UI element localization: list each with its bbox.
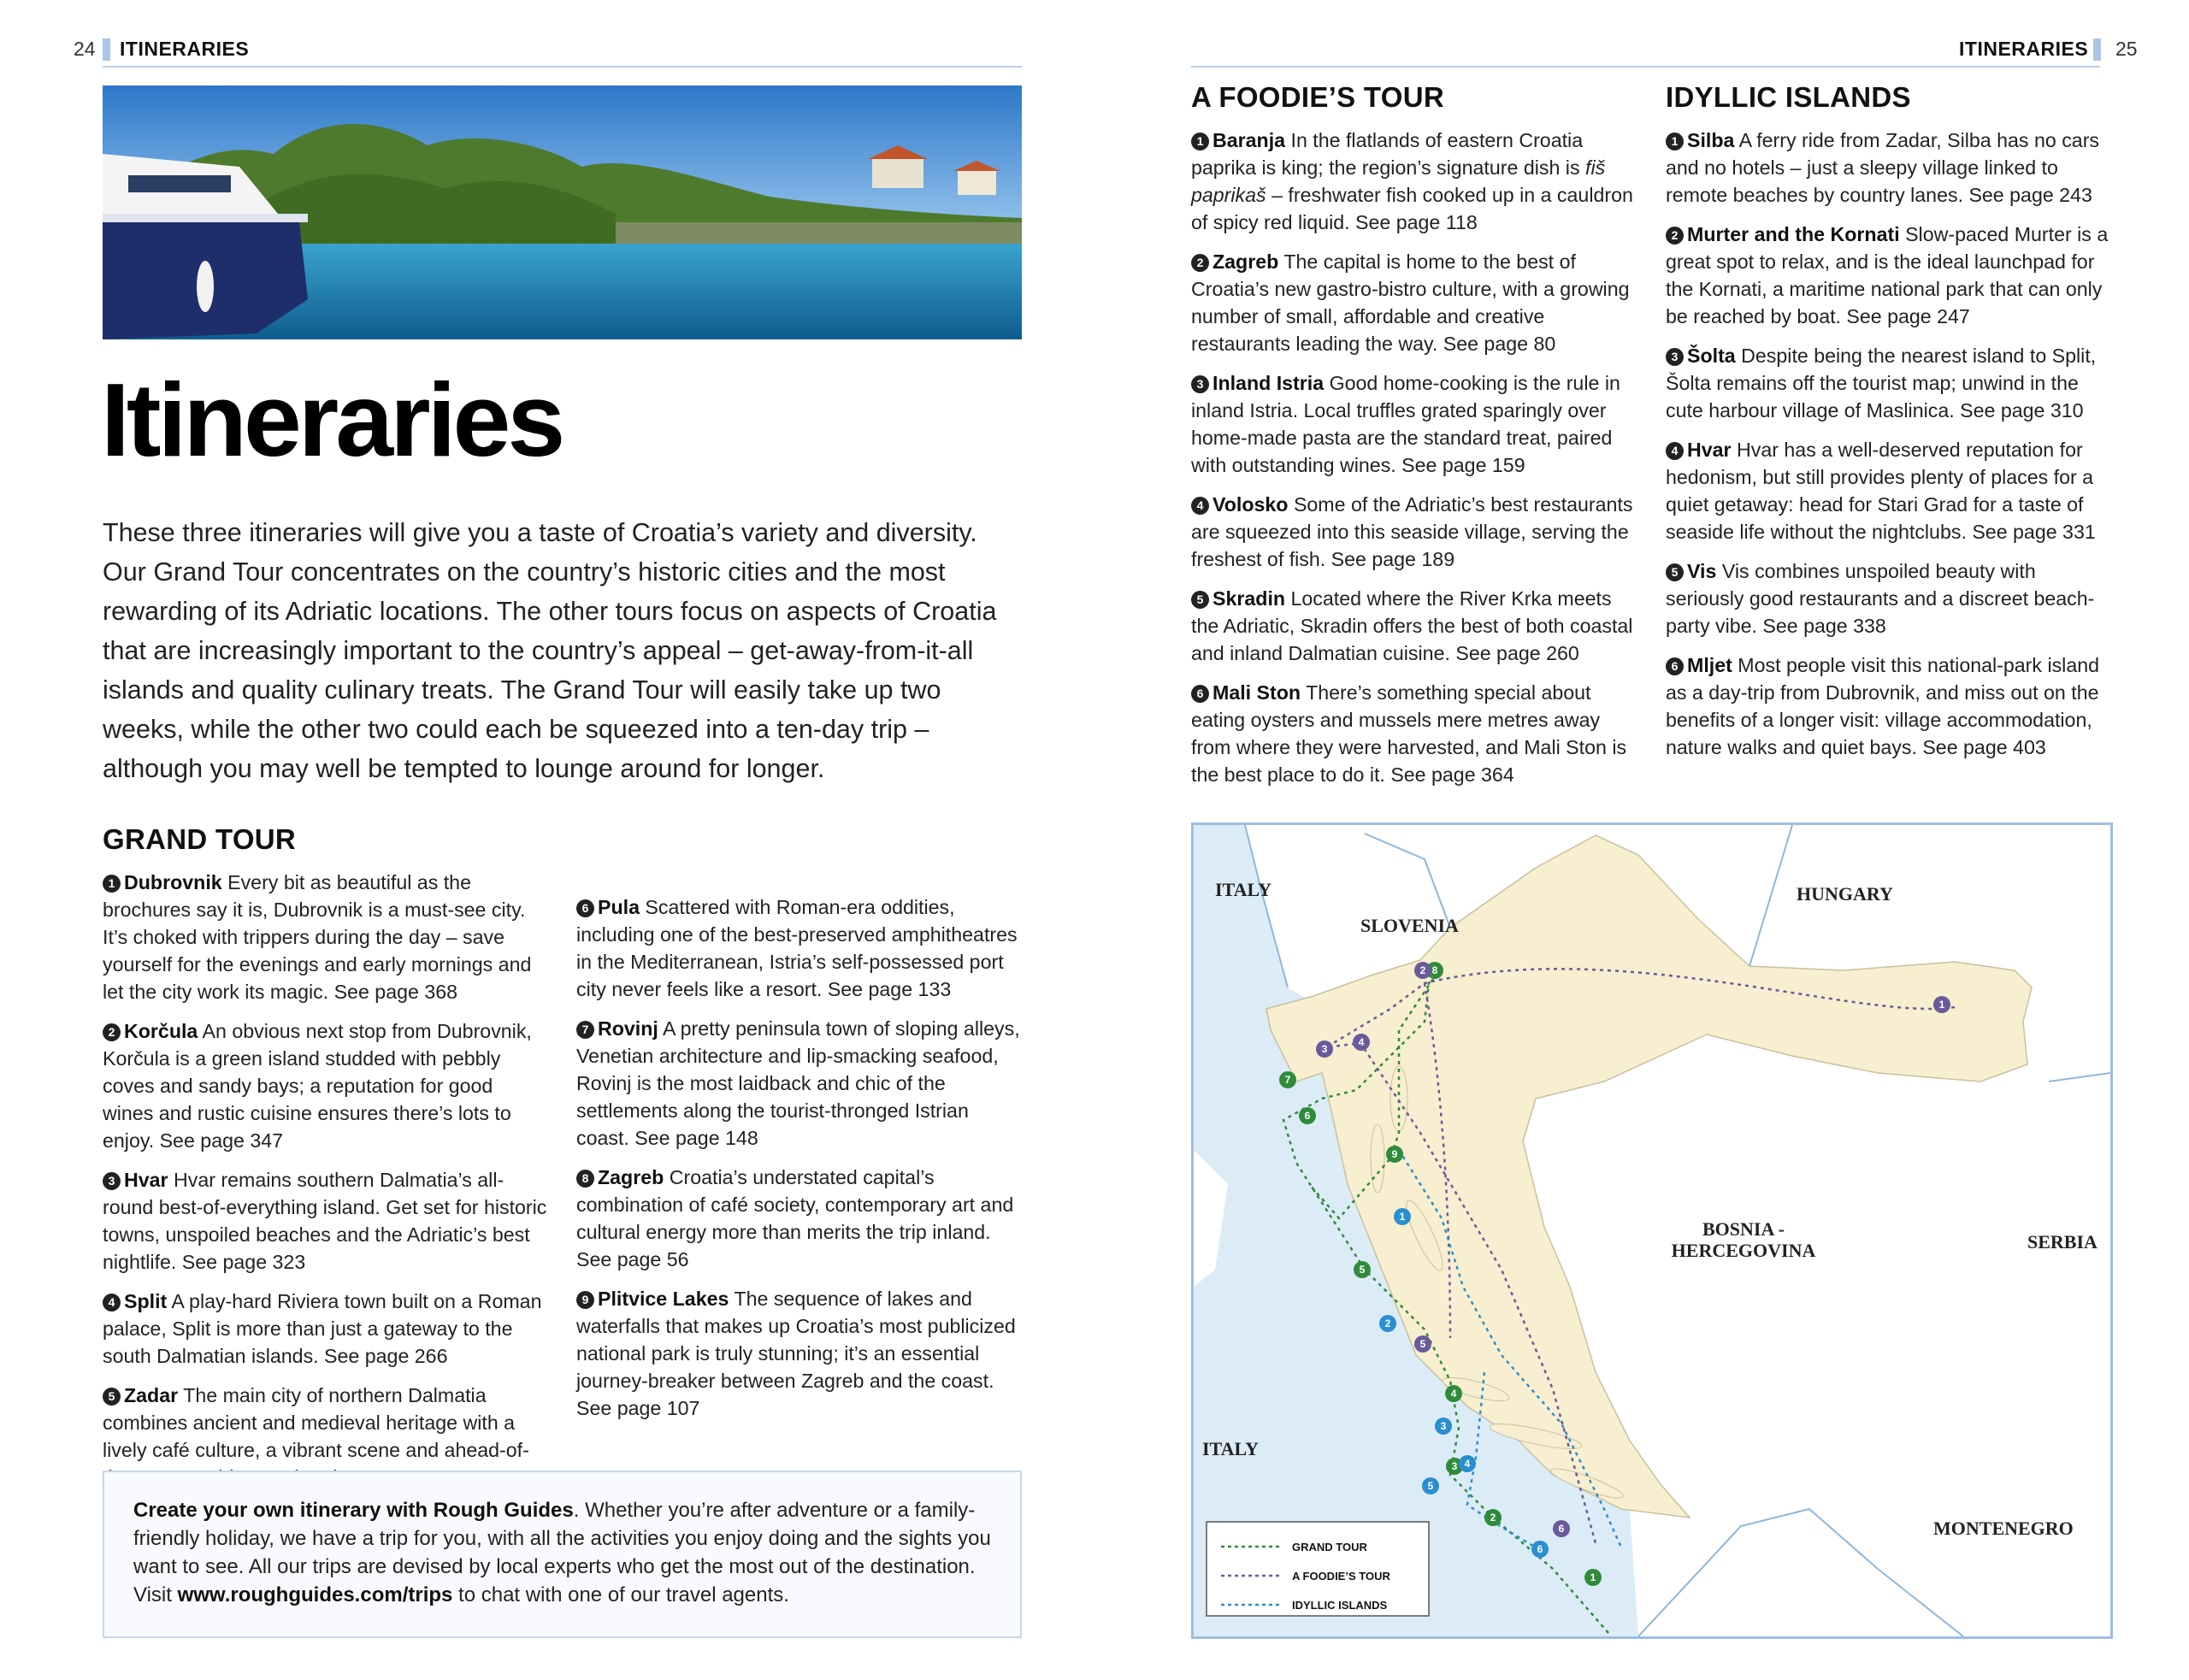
- svg-text:3: 3: [1321, 1043, 1328, 1055]
- map-canvas: [1194, 825, 2110, 1636]
- grand-tour-column-2: [576, 827, 1025, 1434]
- stop-text: The main city of northern Dalmatia combines ancient and medieval heritage with a lively café culture, a vibrant scene and ahead-of-: [103, 1384, 529, 1461]
- right-page-number: 25: [2115, 38, 2138, 60]
- stop-name: Inland Istria: [1213, 372, 1325, 394]
- stop-number: 4: [103, 1294, 121, 1312]
- stop-text-tail: – freshwater fish cooked up in a cauldron of spicy red liquid. See page 118: [1191, 184, 1633, 233]
- svg-text:4: 4: [1464, 1458, 1471, 1470]
- stop-number: 5: [1191, 591, 1209, 609]
- stop-name: Baranja: [1213, 129, 1286, 151]
- stop-name: Korčula: [124, 1020, 198, 1042]
- intro-paragraph: These three itineraries will give you a taste of Croatia’s variety and diversity. Our Grand Tour concentrates on the country’s historic cities and the most rewarding of its Adriatic locations. The other tours focus on aspects of Croatia that are increasingly important to the country’s appeal – get-away-from-it-all islands and quality culinary treats. The Grand Tour will easily take up two weeks, while the other two could each be squeezed into a ten-day trip – although you may well be tempted to lounge around for longer.: [103, 518, 997, 783]
- svg-text:1: 1: [1399, 1211, 1406, 1223]
- stop-name: Mali Ston: [1213, 681, 1301, 704]
- grand-tour-marker: [1299, 1107, 1316, 1124]
- promo-tail: to chat with one of our travel agents.: [452, 1583, 789, 1606]
- grand-tour-entry: [576, 1015, 1025, 1152]
- stop-number: 2: [103, 1023, 121, 1041]
- running-head-bar: [2093, 38, 2101, 61]
- grand-tour-entry: [576, 1285, 1025, 1422]
- stop-number: 3: [1666, 348, 1684, 366]
- stop-name: Hvar: [124, 1169, 168, 1191]
- islands-marker: [1379, 1315, 1396, 1332]
- stop-number: 8: [576, 1170, 594, 1188]
- stop-name: Zadar: [124, 1384, 179, 1406]
- promo-text: . Whether you’re after adventure or a family-friendly holiday, we have a trip for you, with all the activities you enjoy doing and the sights you want to see. All our trips are devised by local experts who get the most out of the destination. Visit: [133, 1499, 991, 1606]
- label-slovenia: SLOVENIA: [1360, 915, 1459, 936]
- stop-number: 5: [103, 1388, 121, 1406]
- svg-text:2: 2: [1490, 1512, 1496, 1524]
- stop-number: 6: [576, 899, 594, 917]
- map-legend: [1207, 1522, 1429, 1616]
- islands-column: [1666, 127, 2110, 773]
- island-shape: [1390, 1066, 1407, 1131]
- label-bosnia-1: BOSNIA -: [1702, 1218, 1785, 1240]
- stop-name: Silba: [1687, 129, 1735, 151]
- grand-tour-marker: [1354, 1261, 1371, 1278]
- stop-name: Vis: [1687, 560, 1717, 582]
- foodie-entry: [1191, 369, 1640, 479]
- island-entry: [1666, 651, 2110, 761]
- foodie-marker: [1414, 1335, 1431, 1353]
- svg-text:5: 5: [1359, 1264, 1366, 1276]
- foodie-tour-column: [1191, 127, 1640, 800]
- stop-name: Skradin: [1213, 587, 1286, 610]
- svg-text:6: 6: [1558, 1523, 1565, 1535]
- grand-tour-entry: [103, 869, 547, 1005]
- label-hungary: HUNGARY: [1797, 883, 1893, 905]
- stop-number: 6: [1191, 685, 1209, 703]
- foodie-entry: [1191, 585, 1640, 667]
- svg-text:7: 7: [1284, 1074, 1291, 1086]
- svg-text:6: 6: [1537, 1543, 1543, 1555]
- stop-text: The capital is home to the best of Croatia’s new gastro-bistro culture, with a growing number of small, affordable and creative restaurants leading the way. See page 80: [1191, 251, 1630, 355]
- foodie-marker: [1316, 1040, 1333, 1058]
- foodie-tour-heading: A FOODIE’S TOUR: [1191, 81, 1445, 113]
- stop-name: Split: [124, 1290, 168, 1312]
- stop-number: 2: [1666, 227, 1684, 245]
- stop-name: Hvar: [1687, 439, 1732, 461]
- stop-text: A play-hard Riviera town built on a Roman palace, Split is more than just a gateway to the south Dalmatian islands. See page 266: [103, 1290, 542, 1367]
- stop-name: Plitvice Lakes: [598, 1288, 729, 1310]
- island-entry: [1666, 342, 2110, 424]
- stop-text: Hvar has a well-deserved reputation for hedonism, but still provides plenty of places for a quiet getaway: head for Stari Grad for a taste of seaside life without the nightclubs. See page 331: [1666, 439, 2096, 543]
- grand-tour-marker: [1484, 1509, 1502, 1526]
- svg-text:3: 3: [1440, 1420, 1447, 1432]
- foodie-marker: [1553, 1520, 1570, 1537]
- stop-text: In the flatlands of eastern Croatia paprika is king; the region’s signature dish is: [1191, 129, 1585, 179]
- svg-text:2: 2: [1419, 964, 1426, 976]
- stop-text: Croatia’s understated capital’s combination of café society, contemporary art and cultural energy more than merits the trip inland. See page 56: [576, 1166, 1014, 1270]
- stop-number: 1: [103, 875, 121, 893]
- svg-text:1: 1: [1938, 999, 1945, 1011]
- promo-lead: Create your own itinerary with Rough Guides: [133, 1499, 574, 1522]
- svg-text:4: 4: [1358, 1036, 1365, 1048]
- stop-name: Pula: [598, 896, 640, 918]
- svg-text:5: 5: [1419, 1338, 1426, 1350]
- grand-tour-column-1: [103, 869, 547, 1503]
- grand-tour-marker: [1445, 1385, 1462, 1402]
- foodie-marker: [1933, 996, 1950, 1013]
- stop-name: Murter and the Kornati: [1687, 223, 1900, 245]
- stop-number: 5: [1666, 563, 1684, 581]
- running-head-bar: [103, 38, 110, 61]
- svg-text:2: 2: [1384, 1317, 1391, 1329]
- stop-text: There’s something special about eating oysters and mussels mere metres away from where they were harvested, and Mali Ston is the best place to do it. See page 364: [1191, 681, 1627, 786]
- stop-text: Scattered with Roman-era oddities, including one of the best-preserved amphitheatres in the Mediterranean, Istria’s self-possessed port city never feels like a resort. See page 133: [576, 896, 1018, 1000]
- stop-text: Some of the Adriatic’s best restaurants are squeezed into this seaside village, serving the freshest of fish. See page 189: [1191, 493, 1633, 570]
- svg-text:3: 3: [1451, 1460, 1458, 1472]
- stop-number: 4: [1191, 497, 1209, 515]
- island-entry: [1666, 127, 2110, 209]
- legend-islands: IDYLLIC ISLANDS: [1292, 1599, 1388, 1612]
- legend-foodie: A FOODIE’S TOUR: [1292, 1570, 1390, 1583]
- stop-text: Slow-paced Murter is a great spot to relax, and is the ideal launchpad for the Kornati, a maritime national park that can only be reached by boat. See page 247: [1666, 223, 2109, 327]
- islands-marker: [1531, 1541, 1549, 1558]
- stop-text: Every bit as beautiful as the brochures say it is, Dubrovnik is a must-see city. It’s choked with trippers during the day – save yourself for the evenings and early mornings and let the city work its magic. See page 368: [103, 871, 532, 1003]
- stop-text: A pretty peninsula town of sloping alleys, Venetian architecture and lip-smacking seafood, Rovinj is the most laidback and chic of the settlements along the tourist-thronged Istrian coast. See page 148: [576, 1017, 1020, 1149]
- promo-box: [103, 1471, 1022, 1638]
- stop-name: Volosko: [1213, 493, 1289, 516]
- stop-text: Vis combines unspoiled beauty with seriously good restaurants and a discreet beach-party vibe. See page 338: [1666, 560, 2095, 637]
- grand-tour-heading: GRAND TOUR: [103, 823, 297, 855]
- label-italy-north: ITALY: [1215, 879, 1272, 900]
- stop-text: Hvar remains southern Dalmatia’s all-round best-of-everything island. Get set for historic towns, unspoiled beaches and the Adriatic’s best nightlife. See page 323: [103, 1169, 547, 1273]
- foodie-marker: [1353, 1034, 1370, 1051]
- stop-number: 1: [1191, 133, 1209, 150]
- grand-tour-marker: [1279, 1071, 1296, 1088]
- grand-tour-entry: [103, 1166, 547, 1276]
- grand-tour-marker: [1386, 1146, 1403, 1163]
- stop-number: 1: [1666, 133, 1684, 150]
- svg-text:6: 6: [1304, 1110, 1311, 1122]
- stop-number: 2: [1191, 254, 1209, 272]
- stop-name: Mljet: [1687, 654, 1732, 676]
- stop-text: Good home-cooking is the rule in inland Istria. Local truffles grated sparingly over home-made pasta are the standard treat, paired with outstanding wines. See page 159: [1191, 372, 1620, 476]
- islands-marker: [1459, 1455, 1476, 1472]
- foodie-entry: [1191, 491, 1640, 573]
- legend-grand: GRAND TOUR: [1292, 1541, 1367, 1553]
- stop-name: Zagreb: [598, 1166, 664, 1188]
- stop-number: 9: [576, 1291, 594, 1309]
- svg-text:9: 9: [1391, 1148, 1398, 1160]
- stop-number: 7: [576, 1021, 594, 1039]
- header-rule: [1191, 66, 2100, 68]
- promo-link[interactable]: www.roughguides.com/trips: [177, 1583, 453, 1606]
- stop-text: Located where the River Krka meets the Adriatic, Skradin offers the best of both coastal and inland Dalmatian cuisine. See page 260: [1191, 587, 1633, 664]
- foodie-entry: [1191, 127, 1640, 236]
- grand-tour-entry: [576, 893, 1025, 1003]
- foodie-entry: [1191, 679, 1640, 788]
- stop-text: An obvious next stop from Dubrovnik, Korčula is a green island studded with pebbly coves and sandy bays; a reputation for good wines and rustic cuisine ensures there’s lots to enjoy. See page 347: [103, 1020, 532, 1152]
- stop-number: 6: [1666, 657, 1684, 675]
- left-running-head: ITINERARIES: [120, 38, 250, 60]
- left-page-number: 24: [74, 38, 96, 60]
- stop-text: A ferry ride from Zadar, Silba has no cars and no hotels – just a sleepy village linked to remote beaches by country lanes. See page 243: [1666, 129, 2100, 206]
- island-shape: [1371, 1124, 1384, 1193]
- dish-name: fiš paprikaš: [1191, 156, 1606, 206]
- stop-text: Despite being the nearest island to Split, Šolta remains off the tourist map; unwind in the cute harbour village of Maslinica. See page 310: [1666, 345, 2097, 421]
- stop-name: Zagreb: [1213, 251, 1279, 273]
- grand-tour-entry: [103, 1017, 547, 1154]
- stop-number: 3: [1191, 375, 1209, 393]
- island-entry: [1666, 221, 2110, 330]
- grand-tour-marker: [1584, 1569, 1602, 1586]
- islands-marker: [1394, 1208, 1411, 1225]
- harbour-photo: [103, 85, 1022, 339]
- grand-tour-entry: [103, 1288, 547, 1370]
- island-entry: [1666, 436, 2110, 545]
- svg-text:4: 4: [1450, 1388, 1457, 1400]
- itinerary-map: [1191, 822, 2113, 1639]
- stop-text: Most people visit this national-park island as a day-trip from Dubrovnik, and miss out on the benefits of a longer visit: village accommodation, nature walks and quiet bays. See page 403: [1666, 654, 2100, 758]
- stop-name: Dubrovnik: [124, 871, 222, 893]
- foodie-marker: [1414, 962, 1431, 979]
- header-rule: [103, 66, 1022, 68]
- stop-number: 3: [103, 1172, 121, 1190]
- label-italy-south: ITALY: [1202, 1438, 1260, 1459]
- svg-text:8: 8: [1431, 964, 1438, 976]
- islands-marker: [1435, 1418, 1452, 1435]
- page-title: Itineraries: [101, 362, 563, 478]
- stop-text: The sequence of lakes and waterfalls that makes up Croatia’s most publicized national park is truly stunning; it’s an essential journey-breaker between Zagreb and the coast. See page 107: [576, 1288, 1016, 1419]
- svg-text:1: 1: [1590, 1571, 1596, 1583]
- islands-marker: [1422, 1477, 1439, 1494]
- label-serbia: SERBIA: [2027, 1231, 2098, 1253]
- island-entry: [1666, 557, 2110, 640]
- label-bosnia-2: HERCEGOVINA: [1671, 1240, 1816, 1261]
- stop-name: Rovinj: [598, 1017, 658, 1040]
- foodie-entry: [1191, 248, 1640, 357]
- grand-tour-entry: [576, 1164, 1025, 1273]
- stop-name: Šolta: [1687, 345, 1736, 367]
- label-montenegro: MONTENEGRO: [1933, 1518, 2074, 1539]
- right-running-head: ITINERARIES: [1959, 38, 2089, 60]
- column-continuation-space: [576, 827, 1025, 893]
- stop-number: 4: [1666, 442, 1684, 460]
- svg-text:5: 5: [1427, 1480, 1434, 1492]
- islands-heading: IDYLLIC ISLANDS: [1666, 81, 1911, 113]
